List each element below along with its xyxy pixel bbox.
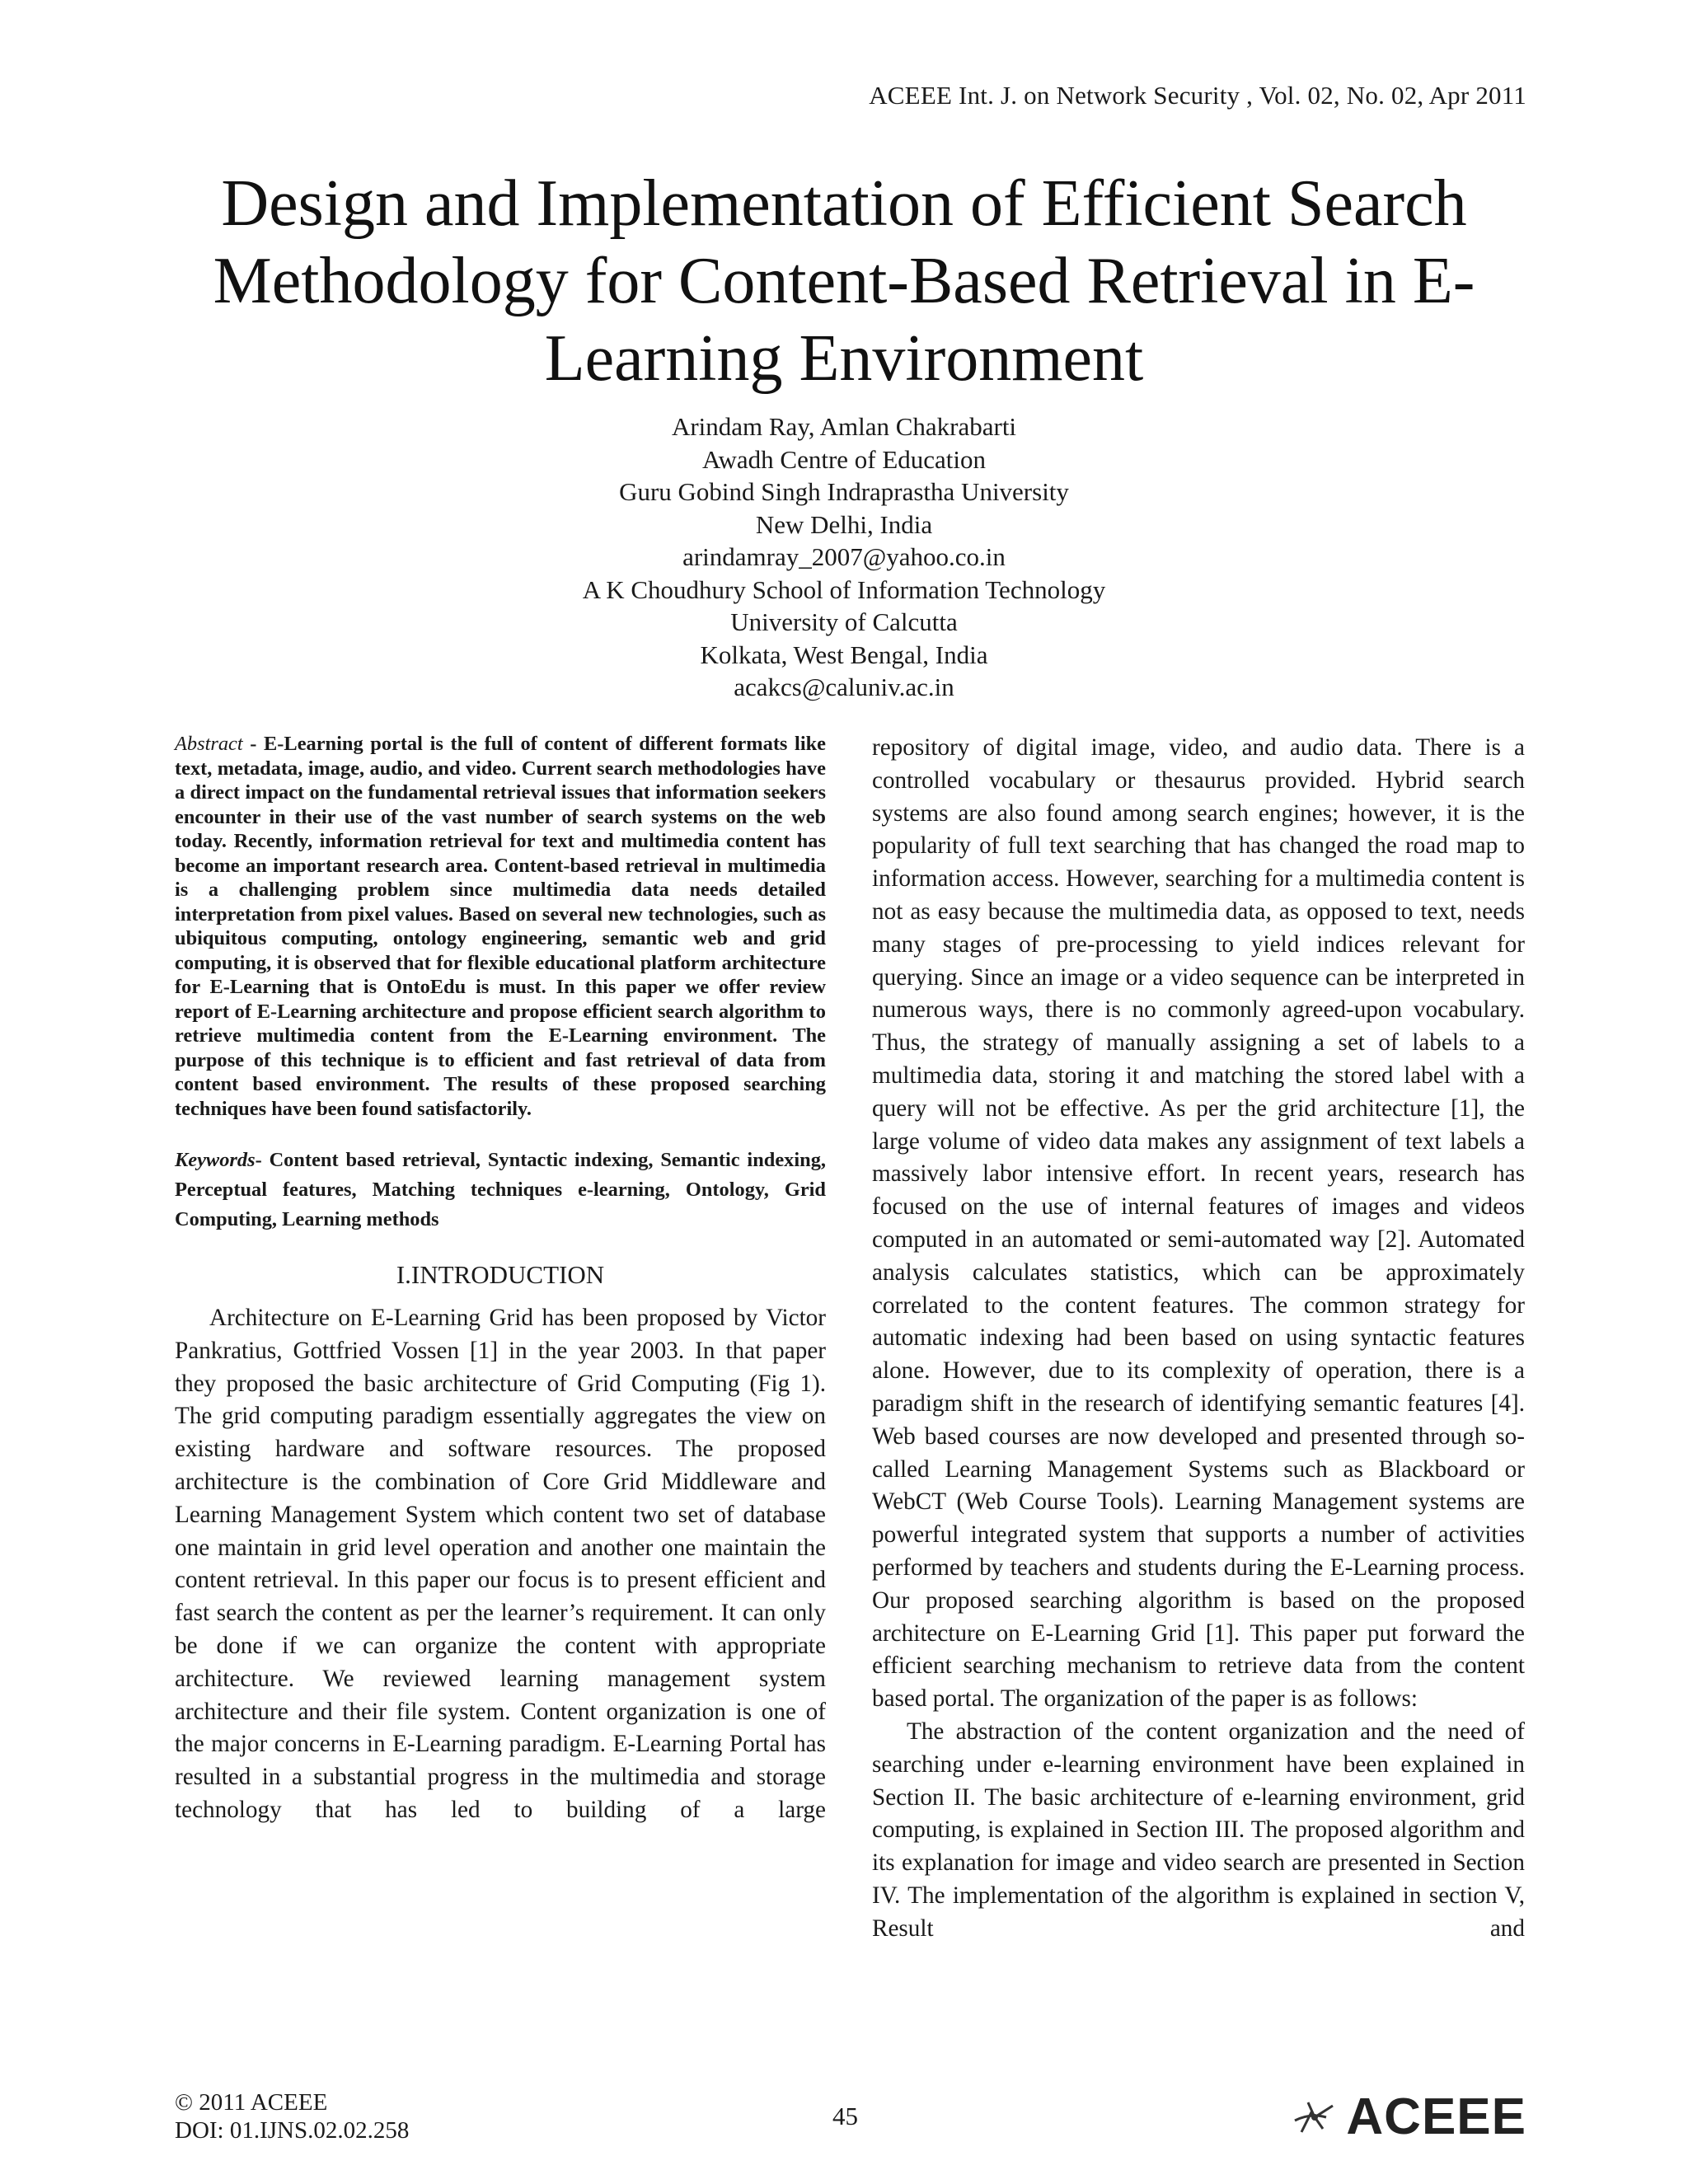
keywords bbox=[175, 1146, 826, 1235]
paper-title: Design and Implementation of Efficient Search Methodology for Content-Based Retrieval in E-Learning Environment bbox=[213, 167, 1475, 395]
author-email: arindamray_2007@yahoo.co.in bbox=[682, 542, 1006, 571]
body-paragraph: The abstraction of the content organization and the need of searching under e-learning environment have been explained in Section II. The basic architecture of e-learning environment, grid computing, is explained in Section III. The proposed algorithm and its explanation for image and video search are presented in Section IV. The implementation of the algorithm is explained in section V, Result and bbox=[872, 1718, 1525, 1942]
running-header: ACEEE Int. J. on Network Security , Vol. 02, No. 02, Apr 2011 bbox=[869, 81, 1526, 110]
keywords-text: - Content based retrieval, Syntactic indexing, Semantic indexing, Perceptual features, Matching techniques e-learning, Ontology, Grid Computing, Learning methods bbox=[175, 1149, 826, 1230]
author-block bbox=[0, 410, 1688, 704]
section-heading: I.INTRODUCTION bbox=[396, 1260, 605, 1289]
abstract-label: Abstract bbox=[175, 733, 243, 755]
doi: DOI: 01.IJNS.02.02.258 bbox=[175, 2117, 410, 2144]
star-swirl-icon bbox=[1290, 2096, 1341, 2139]
abstract-text: - E-Learning portal is the full of content of different formats like text, metadata, image, audio, and video. Current search methodologies have a direct impact on the fundamental retrieval issues that information seekers encounter in their use of the vast number of search systems on the web today. Recently, information retrieval for text and multimedia content has become an important research area. Content-based retrieval in multimedia is a challenging problem since multimedia data needs detailed interpretation from pixel values. Based on several new technologies, such as ubiquitous computing, ontology engineering, semantic web and grid computing, it is observed that for flexible educational platform architecture for E-Learning that is OntoEdu is must. In this paper we offer review report of E-Learning architecture and propose efficient search algorithm to retrieve multimedia content from the E-Learning environment. The purpose of this technique is to efficient and fast retrieval of data from content based environment. The results of these proposed searching techniques have been found satisfactorily. bbox=[175, 733, 826, 1120]
keywords-label: Keywords bbox=[175, 1149, 256, 1171]
publisher-logo bbox=[1290, 2088, 1526, 2146]
abstract bbox=[175, 732, 826, 1121]
author-line: Awadh Centre of Education bbox=[701, 444, 987, 474]
author-line: Arindam Ray, Amlan Chakrabarti bbox=[671, 412, 1017, 441]
author-line: Guru Gobind Singh Indraprastha University bbox=[619, 477, 1069, 506]
footer-info bbox=[175, 2088, 409, 2144]
intro-paragraph: Architecture on E-Learning Grid has been proposed by Victor Pankratius, Gottfried Vossen [1] in the year 2003. In that paper they proposed the basic architecture of Grid Computing (Fig 1). The grid computing paradigm essentially aggregates the view on existing hardware and software resources. The proposed architecture is the combination of Core Grid Middleware and Learning Management System which content two set of database one maintain in grid level operation and another one maintain the content retrieval. In this paper our focus is to present efficient and fast search the content as per the learner’s requirement. It can only be done if we can organize the content with appropriate architecture. We reviewed learning management system architecture and their file system. Content organization is one of the major concerns in E-Learning paradigm. E-Learning Portal has resulted in a substantial progress in the multimedia and storage technology that has led to building of a large bbox=[175, 1305, 826, 1823]
author-line: A K Choudhury School of Information Technology bbox=[582, 574, 1106, 604]
logo-text: ACEEE bbox=[1346, 2088, 1526, 2145]
body-paragraph: repository of digital image, video, and audio data. There is a controlled vocabulary or thesaurus provided. Hybrid search systems are also found among search engines; however, it is the popularity of full text searching that has changed the road map to information access. However, searching for a multimedia content is not as easy because the multimedia data, as opposed to text, needs many stages of pre-processing to yield indices relevant for querying. Since an image or a video sequence can be interpreted in numerous ways, there is no commonly agreed-upon vocabulary. Thus, the strategy of manually assigning a set of labels to a multimedia data, storing it and matching the stored label with a query will not be effective. As per the grid architecture [1], the large volume of video data makes any assignment of text labels a massively labor intensive effort. In recent years, research has focused on the use of internal features of images and videos computed in an automated or semi-automated way [2]. Automated analysis calculates statistics, which can be approximately correlated to the content features. The common strategy for automatic indexing had been based on using syntactic features alone. However, due to its complexity of operation, there is a paradigm shift in the research of identifying semantic features [4]. Web based courses are now developed and presented through so-called Learning Management Systems such as Blackboard or WebCT (Web Course Tools). Learning Management systems are powerful integrated system that supports a number of activities performed by teachers and students during the E-Learning process. Our proposed searching algorithm is based on the proposed architecture on E-Learning Grid [1]. This paper put forward the efficient searching mechanism to retrieve data from the content based portal. The organization of the paper is as follows: bbox=[872, 734, 1525, 1713]
left-column bbox=[175, 732, 826, 1827]
author-line: New Delhi, India bbox=[755, 509, 933, 539]
author-email: acakcs@caluniv.ac.in bbox=[734, 673, 954, 701]
right-column bbox=[872, 732, 1525, 1945]
author-line: University of Calcutta bbox=[730, 607, 958, 636]
page-number: 45 bbox=[832, 2102, 858, 2130]
author-line: Kolkata, West Bengal, India bbox=[700, 640, 988, 669]
title-block bbox=[0, 165, 1688, 704]
copyright: © 2011 ACEEE bbox=[175, 2089, 328, 2116]
